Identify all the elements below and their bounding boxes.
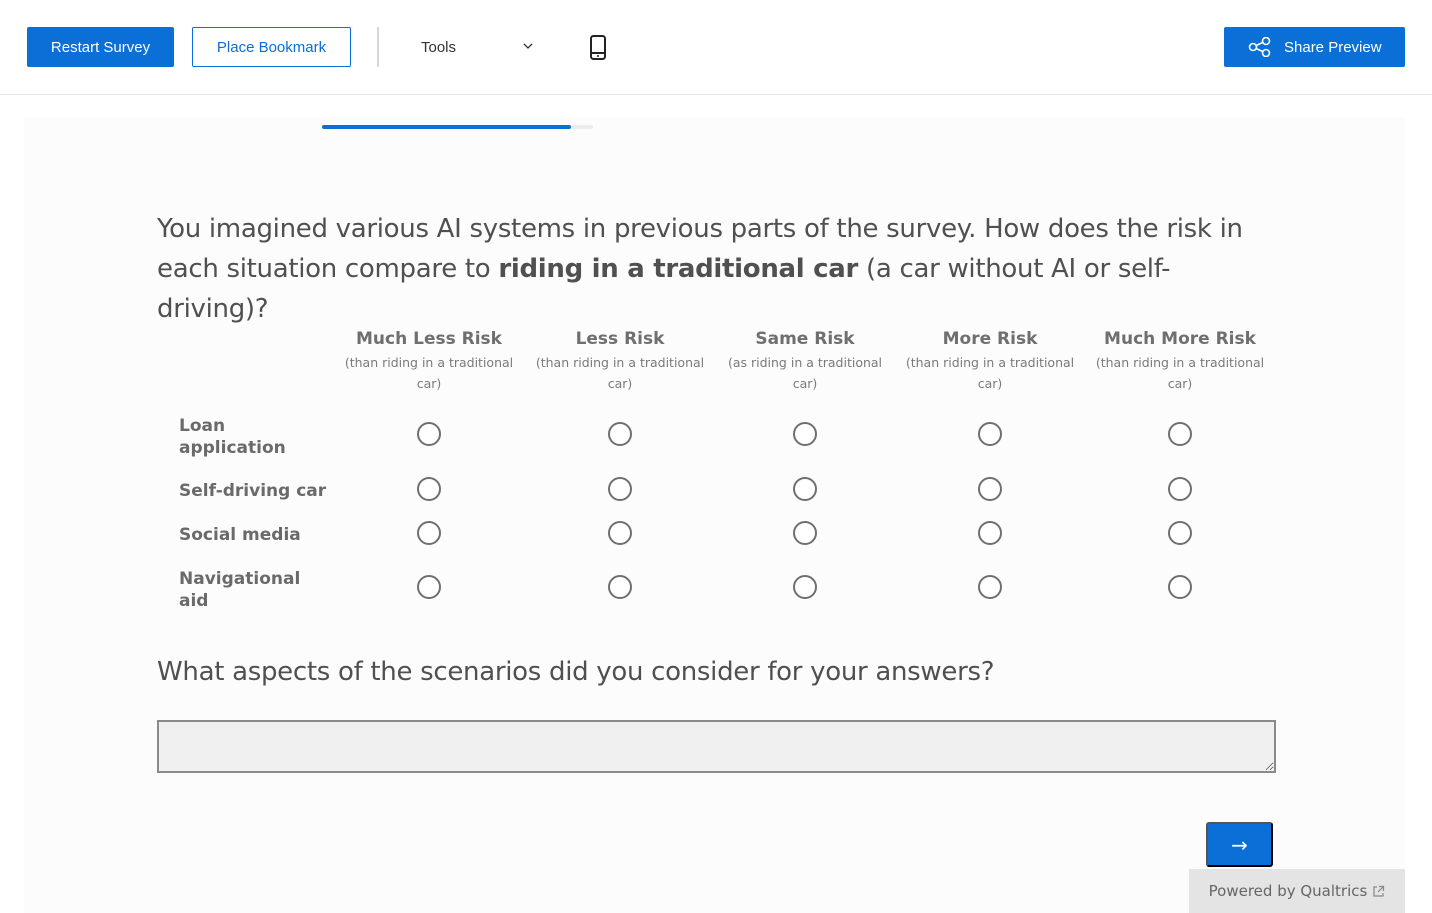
question-risk-comparison <box>157 209 1267 329</box>
survey-page <box>24 117 1405 913</box>
radio-option[interactable] <box>608 422 632 446</box>
tools-dropdown[interactable] <box>405 27 545 67</box>
radio-option[interactable] <box>417 575 441 599</box>
question-text-after: (a car without AI or self-driving)? <box>157 254 1171 324</box>
progress-bar <box>322 125 593 129</box>
radio-option[interactable] <box>608 521 632 545</box>
column-subtitle: (than riding in a traditional car) <box>905 355 1075 391</box>
share-icon <box>1248 37 1272 57</box>
column-header-4 <box>902 327 1078 394</box>
column-title: Much More Risk <box>1104 329 1256 349</box>
radio-option[interactable] <box>978 521 1002 545</box>
external-link-icon <box>1372 885 1385 898</box>
column-subtitle: (than riding in a traditional car) <box>535 355 705 391</box>
restart-survey-button[interactable]: Restart Survey <box>27 27 174 67</box>
column-subtitle: (than riding in a traditional car) <box>1095 355 1265 391</box>
radio-option[interactable] <box>793 521 817 545</box>
share-preview-button[interactable] <box>1224 27 1405 67</box>
question-text-before: You imagined various AI systems in previous parts of the survey. How does the risk in each situation compare to <box>157 214 1243 284</box>
mobile-phone-icon[interactable] <box>589 35 607 60</box>
radio-option[interactable] <box>793 477 817 501</box>
row-label: Loan application <box>179 416 286 458</box>
chevron-down-icon <box>523 41 533 51</box>
radio-option[interactable] <box>978 575 1002 599</box>
radio-option[interactable] <box>978 422 1002 446</box>
column-header-3 <box>717 327 893 394</box>
radio-option[interactable] <box>608 575 632 599</box>
radio-option[interactable] <box>417 477 441 501</box>
powered-by-label: Powered by Qualtrics <box>1208 882 1368 900</box>
column-title: More Risk <box>942 329 1038 349</box>
radio-option[interactable] <box>978 477 1002 501</box>
radio-option[interactable] <box>793 575 817 599</box>
column-subtitle: (as riding in a traditional car) <box>727 355 883 391</box>
radio-option[interactable] <box>417 422 441 446</box>
progress-bar-fill <box>322 125 571 129</box>
column-title: Less Risk <box>575 329 665 349</box>
place-bookmark-button[interactable]: Place Bookmark <box>192 27 351 67</box>
aspects-text-entry[interactable] <box>157 720 1276 773</box>
radio-option[interactable] <box>1168 521 1192 545</box>
radio-option[interactable] <box>417 521 441 545</box>
column-header-5 <box>1092 327 1268 394</box>
column-subtitle: (than riding in a traditional car) <box>344 355 514 391</box>
radio-option[interactable] <box>1168 477 1192 501</box>
column-title: Much Less Risk <box>356 329 502 349</box>
radio-option[interactable] <box>608 477 632 501</box>
powered-by-qualtrics-link[interactable] <box>1189 869 1405 913</box>
next-button[interactable]: → <box>1206 822 1273 867</box>
column-title: Same Risk <box>755 329 855 349</box>
share-preview-label: Share Preview <box>1284 38 1382 56</box>
question-aspects-considered: What aspects of the scenarios did you consider for your answers? <box>157 657 995 687</box>
radio-option[interactable] <box>1168 575 1192 599</box>
row-label: Navigational aid <box>179 569 301 611</box>
row-label: Social media <box>179 525 301 545</box>
tools-label: Tools <box>421 38 457 56</box>
column-header-2 <box>532 327 708 394</box>
column-header-1 <box>341 327 517 394</box>
radio-option[interactable] <box>1168 422 1192 446</box>
row-label: Self-driving car <box>179 481 327 501</box>
toolbar-divider <box>377 27 379 67</box>
radio-option[interactable] <box>793 422 817 446</box>
preview-toolbar <box>0 0 1432 95</box>
question-text-bold: riding in a traditional car <box>498 254 859 284</box>
